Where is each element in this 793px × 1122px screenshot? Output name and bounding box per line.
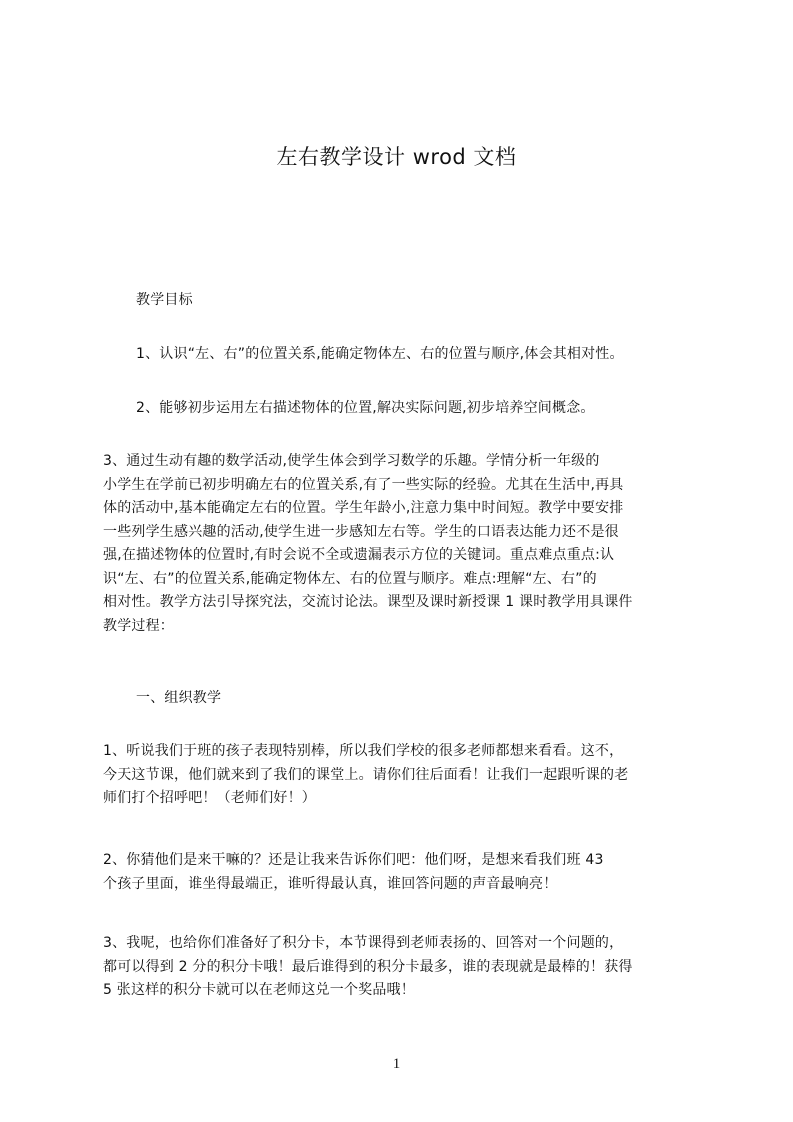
objective-1: 1、认识“左、右”的位置关系,能确定物体左、右的位置与顺序,体会其相对性。 xyxy=(136,346,624,362)
section-1-item-1: 1、听说我们于班的孩子表现特别棒，所以我们学校的很多老师都想来看看。这不， 今天这节课，他们就来到了我们的课堂上。请你们往后面看！让我们一起跟听课的老 师们打个招呼吧！（老师们好！） xyxy=(103,743,629,806)
objective-3-and-analysis: 3、通过生动有趣的数学活动,使学生体会到学习数学的乐趣。学情分析一年级的 小学生在学前已初步明确左右的位置关系,有了一些实际的经验。尤其在生活中,再具 体的活动中,基本能确定左右的位置。学生年龄小,注意力集中时间短。教学中要安排 一些列学生感兴趣的活动,使学生进一步感知左右等。学生的口语表达能力还不是很 强,在描述物体的位置时,有时会说不全或遗漏表示方位的关键词。重点难点重点:认 识“左、右”的位置关系,能确定物体左、右的位置与顺序。难点:理解“左、右”的 相对性。教学方法引导探究法，交流讨论法。课型及课时新授课 1 课时教学用具课件 教学过程： xyxy=(103,453,633,634)
objectives-heading: 教学目标 xyxy=(136,292,193,308)
page-number: 1 xyxy=(392,1056,401,1072)
objective-2: 2、能够初步运用左右描述物体的位置,解决实际问题,初步培养空间概念。 xyxy=(136,400,595,416)
section-1-heading: 一、组织教学 xyxy=(136,690,222,706)
section-1-item-3: 3、我呢，也给你们准备好了积分卡，本节课得到老师表扬的、回答对一个问题的， 都可以得到 2 分的积分卡哦！最后谁得到的积分卡最多，谁的表现就是最棒的！获得 5 张这样的积分卡就可以在老师这兑一个奖品哦！ xyxy=(103,935,633,998)
document-title: 左右教学设计 wrod 文档 xyxy=(276,145,517,169)
section-1-item-2: 2、你猜他们是来干嘛的？还是让我来告诉你们吧：他们呀，是想来看我们班 43 个孩子里面，谁坐得最端正，谁听得最认真，谁回答问题的声音最响亮！ xyxy=(103,852,604,892)
